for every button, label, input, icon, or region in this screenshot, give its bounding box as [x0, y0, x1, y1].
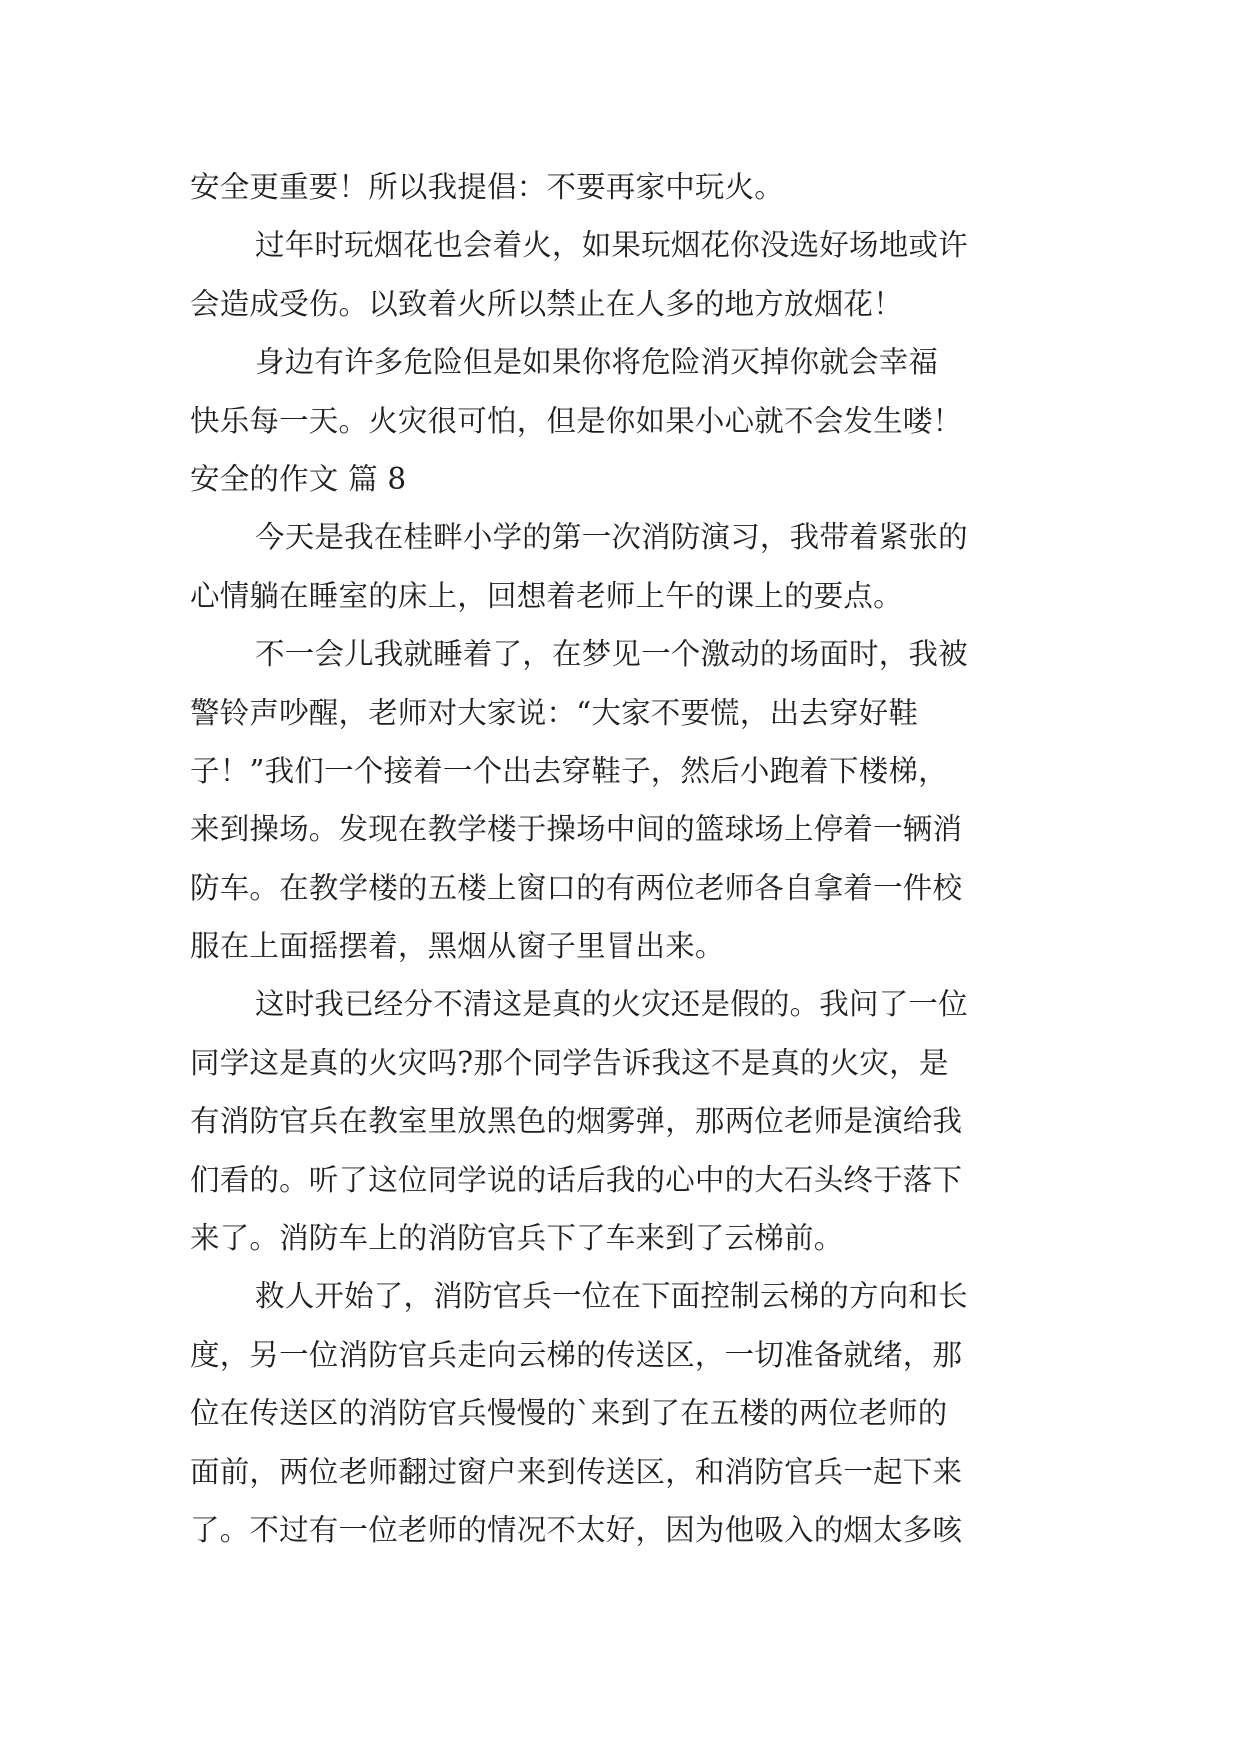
text-line: 面前，两位老师翻过窗户来到传送区，和消防官兵一起下来 [190, 1454, 963, 1489]
text-line: 安全更重要！所以我提倡：不要再家中玩火。 [190, 170, 785, 204]
text-line: 来了。消防车上的消防官兵下了车来到了云梯前。 [190, 1221, 844, 1256]
text-line: 了。不过有一位老师的情况不太好，因为他吸入的烟太多咳 [190, 1512, 963, 1547]
text-line: 服在上面摇摆着，黑烟从窗子里冒出来。 [190, 929, 725, 964]
text-line: 今天是我在桂畔小学的第一次消防演习，我带着紧张的 [255, 520, 968, 555]
essay-body [190, 158, 1060, 1559]
text-line: 警铃声吵醒，老师对大家说：“大家不要慌，出去穿好鞋 [190, 695, 919, 730]
text-line: 这时我已经分不清这是真的火灾还是假的。我问了一位 [255, 987, 968, 1022]
text-line: 不一会儿我就睡着了，在梦见一个激动的场面时，我被 [255, 637, 968, 672]
text-line: 子！”我们一个接着一个出去穿鞋子，然后小跑着下楼梯， [190, 753, 948, 788]
text-line: 位在传送区的消防官兵慢慢的`来到了在五楼的两位老师的 [190, 1396, 948, 1431]
text-line: 度，另一位消防官兵走向云梯的传送区，一切准备就绪，那 [190, 1337, 963, 1372]
text-line: 们看的。听了这位同学说的话后我的心中的大石头终于落下 [190, 1162, 963, 1197]
text-line: 身边有许多危险但是如果你将危险消灭掉你就会幸福 [255, 345, 939, 380]
text-line: 心情躺在睡室的床上，回想着老师上午的课上的要点。 [190, 578, 903, 613]
text-line: 快乐每一天。火灾很可怕，但是你如果小心就不会发生喽！ [190, 403, 963, 438]
text-line: 同学这是真的火灾吗?那个同学告诉我这不是真的火灾，是 [190, 1045, 949, 1080]
text-line: 来到操场。发现在教学楼于操场中间的篮球场上停着一辆消 [190, 812, 963, 847]
text-line: 过年时玩烟花也会着火，如果玩烟花你没选好场地或许 [255, 228, 968, 263]
text-line: 救人开始了，消防官兵一位在下面控制云梯的方向和长 [255, 1279, 968, 1314]
text-line: 会造成受伤。以致着火所以禁止在人多的地方放烟花！ [190, 286, 903, 321]
text-line: 防车。在教学楼的五楼上窗口的有两位老师各自拿着一件校 [190, 870, 963, 905]
section-heading: 安全的作文 篇 8 [190, 461, 407, 496]
text-line: 有消防官兵在教室里放黑色的烟雾弹，那两位老师是演给我 [190, 1104, 963, 1139]
